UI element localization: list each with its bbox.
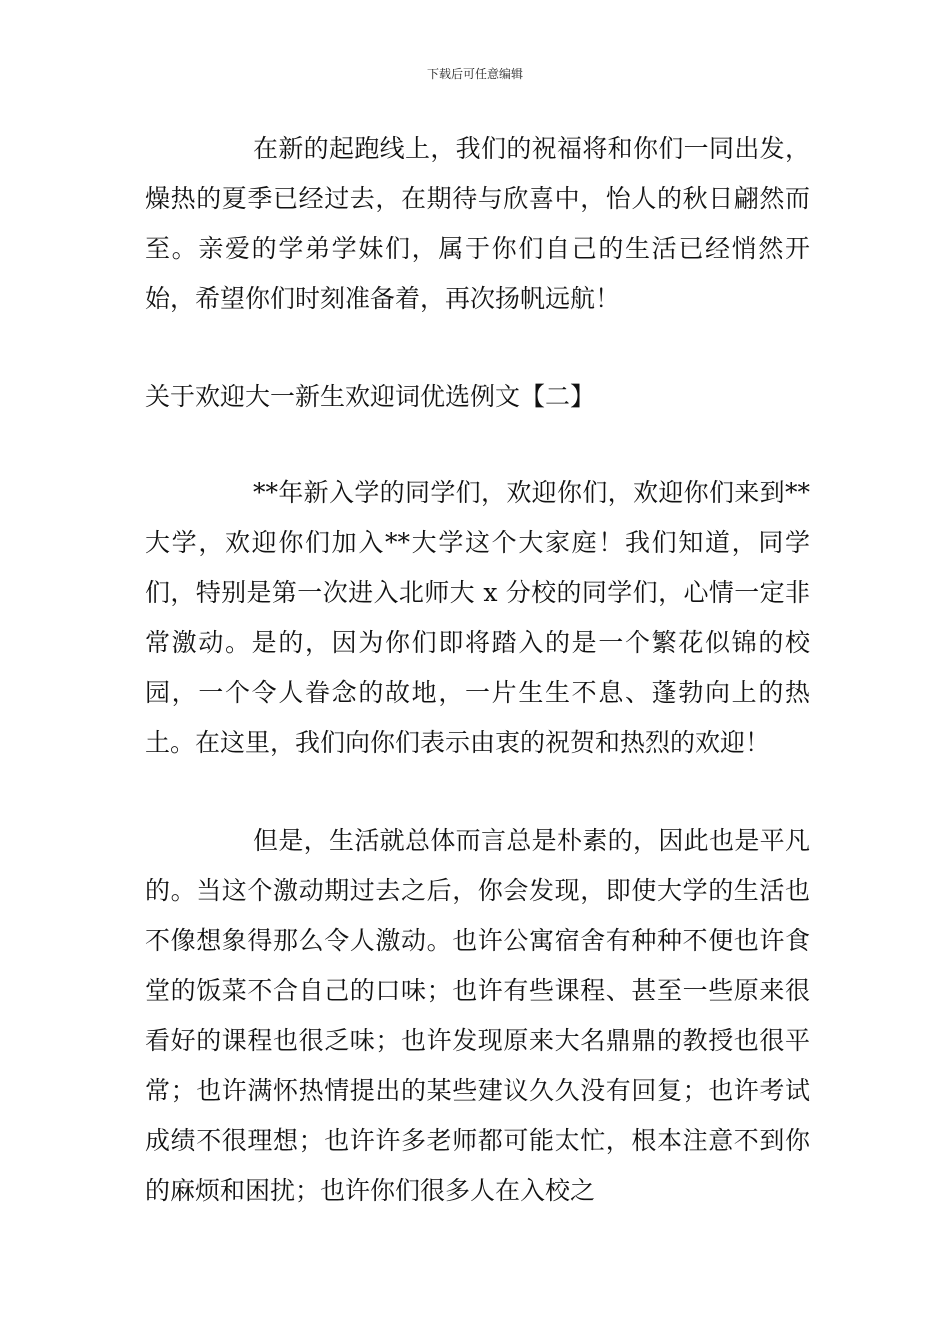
paragraph-spacer	[145, 422, 810, 468]
paragraph-welcome: **年新入学的同学们，欢迎你们，欢迎你们来到**大学，欢迎你们加入**大学这个大家庭！我们知道，同学们，特别是第一次进入北师大 x 分校的同学们，心情一定非常激动。是的，因为你们即将踏入的是一个繁花似锦的校园，一个令人眷念的故地，一片生生不息、蓬勃向上的热土。在这里，我们向你们表示由衷的祝贺和热烈的欢迎！	[145, 478, 810, 757]
section-title: 关于欢迎大一新生欢迎词优选例文【二】	[145, 382, 596, 411]
document-body	[145, 124, 810, 1216]
header-note: 下载后可任意编辑	[426, 67, 523, 81]
paragraph-spacer	[145, 768, 810, 816]
paragraph-spacer	[145, 324, 810, 372]
paragraph-ordinary-life: 但是，生活就总体而言总是朴素的，因此也是平凡的。当这个激动期过去之后，你会发现，即使大学的生活也不像想象得那么令人激动。也许公寓宿舍有种种不便也许食堂的饭菜不合自己的口味；也许有些课程、甚至一些原来很看好的课程也很乏味；也许发现原来大名鼎鼎的教授也很平常；也许满怀热情提出的某些建议久久没有回复；也许考试成绩不很理想；也许许多老师都可能太忙，根本注意不到你的麻烦和困扰；也许你们很多人在入校之	[145, 826, 810, 1205]
paragraph-closing-blessing: 在新的起跑线上，我们的祝福将和你们一同出发，燥热的夏季已经过去，在期待与欣喜中，怡人的秋日翩然而至。亲爱的学弟学妹们，属于你们自己的生活已经悄然开始，希望你们时刻准备着，再次扬帆远航！	[145, 134, 810, 313]
